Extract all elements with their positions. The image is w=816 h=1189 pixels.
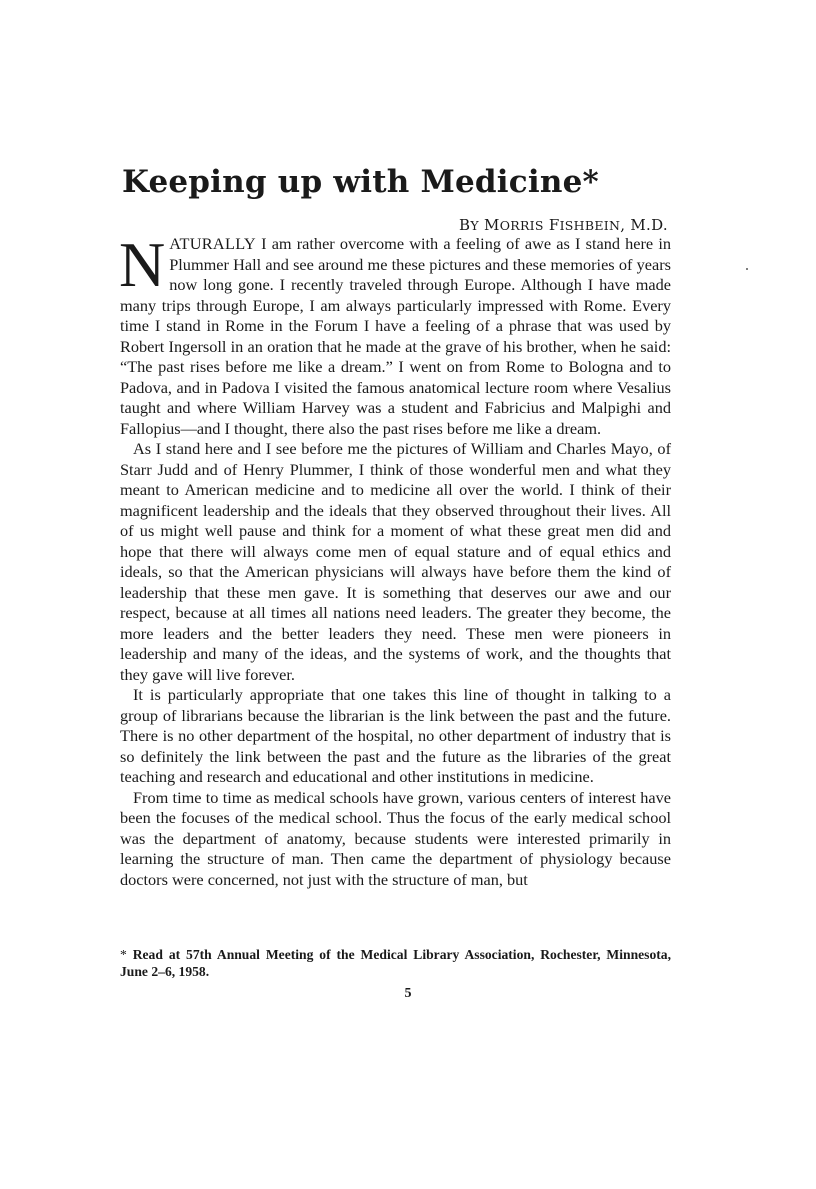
paragraph-1-text: I am rather overcome with a feeling of awe as I stand here in Plummer Hall and see around me these pictures and these memories of years now long gone. I recently traveled through Europe. Although I have made many trips through Europe, I am always particularly impressed with Rome. Every time I stand in Rome in the Forum I have a feeling of a phrase that was used by Robert Ingersoll in an oration that he made at the grave of his brother, when he said: “The past rises before me like a dream.” I went on from Rome to Bologna and to Padova, and in Padova I visited the famous anatomical lecture room where Vesalius taught and where William Harvey was a student and Fabricius and Malpighi and Fallopius—and I thought, there also the past rises before me like a dream. (120, 234, 671, 438)
article-title: Keeping up with Medicine* (122, 164, 599, 200)
author-by-initial: B (459, 216, 471, 234)
footnote-text: Read at 57th Annual Meeting of the Medical Library Association, Rochester, Minnesota, June 2–6, 1958. (120, 947, 671, 979)
author-first-initial: M (484, 216, 500, 234)
scan-speck (746, 268, 748, 270)
page-number: 5 (404, 986, 412, 1001)
author-first-smallcaps: ORRIS (499, 218, 544, 233)
paragraph-3: It is particularly appropriate that one takes this line of thought in talking to a group of librarians because the librarian is the link between the past and the future. There is no other department of the hospital, no other department of industry that is so definitely the link between the past and the future as the libraries of the great teaching and research and educational and other institutions in medicine. (120, 685, 671, 786)
author-by-smallcaps: Y (470, 218, 479, 233)
footnote (120, 946, 671, 980)
lead-word: ATURALLY (169, 234, 256, 253)
paragraph-2: As I stand here and I see before me the pictures of William and Charles Mayo, of Starr Judd and of Henry Plummer, I think of those wonderful men and what they meant to American medicine and to medicine all over the world. I think of their magnificent leadership and the ideals that they observed throughout their lives. All of us might well pause and think for a moment of what these great men did and hope that there will always come men of equal stature and of equal ethics and ideals, so that the American physicians will always have before them the kind of leadership that these men gave. It is something that deserves our awe and our respect, because at all times all nations need leaders. The greater they become, the more leaders and the better leaders they need. These men were pioneers in leadership and many of the ideas, and the systems of work, and the thoughts that they gave will live forever. (120, 439, 671, 684)
paragraph-1 (119, 229, 671, 439)
footnote-marker: * (120, 947, 127, 962)
author-degree: , M.D. (620, 216, 668, 234)
drop-cap: N (119, 229, 166, 300)
author-byline (459, 216, 668, 234)
author-last-initial: F (548, 216, 560, 234)
article-body (119, 229, 671, 890)
author-last-smallcaps: ISHBEIN (559, 218, 621, 233)
paragraph-4: From time to time as medical schools have grown, various centers of interest have been the focuses of the medical school. Thus the focus of the early medical school was the department of anatomy, because students were interested primarily in learning the structure of man. Then came the department of physiology because doctors were concerned, not just with the structure of man, but (120, 787, 671, 889)
